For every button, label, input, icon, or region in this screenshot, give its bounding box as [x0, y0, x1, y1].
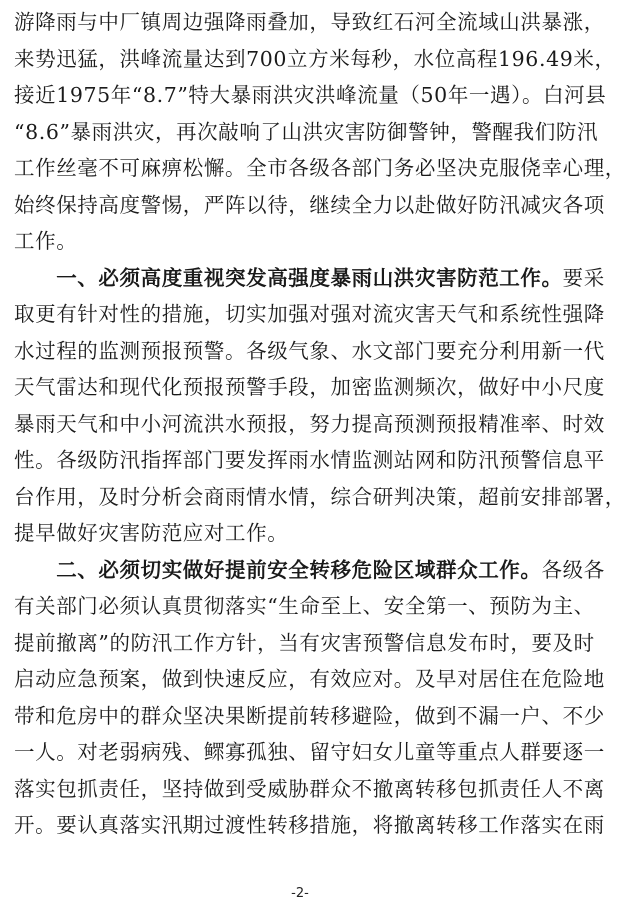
paragraph-line: 游降雨与中厂镇周边强降雨叠加，导致红石河全流域山洪暴涨，	[14, 10, 605, 34]
section-1-line: 台作用，及时分析会商雨情水情，综合研判决策，超前安排部署，	[14, 484, 626, 509]
section-2-line: 开。要认真落实汛期过渡性转移措施，将撤离转移工作落实在雨	[14, 813, 605, 837]
section-1-line: 水过程的监测预报预警。各级气象、水文部门要充分利用新一代	[14, 338, 605, 363]
paragraph-line: 接近1975年“8.7”特大暴雨洪灾洪峰流量（50年一遇）。白河县	[14, 83, 607, 107]
paragraph-line: 来势迅猛，洪峰流量达到700立方米每秒，水位高程196.49米，	[14, 46, 616, 71]
section-2-heading: 二、必须切实做好提前安全转移危险区域群众工作。	[14, 557, 542, 582]
section-1-line: 取更有针对性的措施，切实加强对强对流灾害天气和系统性强降	[14, 302, 605, 326]
section-1-line: 提早做好灾害防范应对工作。	[14, 521, 289, 545]
section-1-first-line	[14, 260, 605, 297]
document-body	[14, 4, 626, 844]
section-1-heading-tail: 要采	[562, 265, 605, 290]
section-2-first-line	[14, 552, 605, 589]
section-1-line: 性。各级防汛指挥部门要发挥雨水情监测站网和防汛预警信息平	[14, 448, 605, 472]
paragraph-line: 工作。	[14, 229, 78, 253]
section-2-line: 落实包抓责任，坚持做到受威胁群众不撤离转移包抓责任人不离	[14, 776, 605, 801]
section-2-line: 启动应急预案，做到快速反应，有效应对。及早对居住在危险地	[14, 667, 605, 691]
section-2-heading-tail: 各级各	[541, 557, 605, 582]
page-number: -2-	[291, 886, 309, 901]
paragraph-line: 始终保持高度警惕，严阵以待，继续全力以赴做好防汛减灾各项	[14, 192, 605, 217]
paragraph-line: “8.6”暴雨洪灾，再次敲响了山洪灾害防御警钟，警醒我们防汛	[14, 119, 599, 144]
paragraph-line: 工作丝毫不可麻痹松懈。全市各级各部门务必坚决克服侥幸心理，	[14, 156, 626, 180]
section-1-line: 天气雷达和现代化预报预警手段，加密监测频次，做好中小尺度	[14, 375, 605, 399]
section-1-heading: 一、必须高度重视突发高强度暴雨山洪灾害防范工作。	[14, 265, 563, 290]
section-2-line: 带和危房中的群众坚决果断提前转移避险，做到不漏一户、不少	[14, 703, 605, 728]
section-2-line: 一人。对老弱病残、鳏寡孤独、留守妇女儿童等重点人群要逐一	[14, 740, 605, 764]
section-1-line: 暴雨天气和中小河流洪水预报，努力提高预测预报精准率、时效	[14, 411, 605, 436]
section-2-line: 提前撤离”的防汛工作方针，当有灾害预警信息发布时，要及时	[14, 630, 595, 655]
section-2-line: 有关部门必须认真贯彻落实“生命至上、安全第一、预防为主、	[14, 594, 595, 618]
